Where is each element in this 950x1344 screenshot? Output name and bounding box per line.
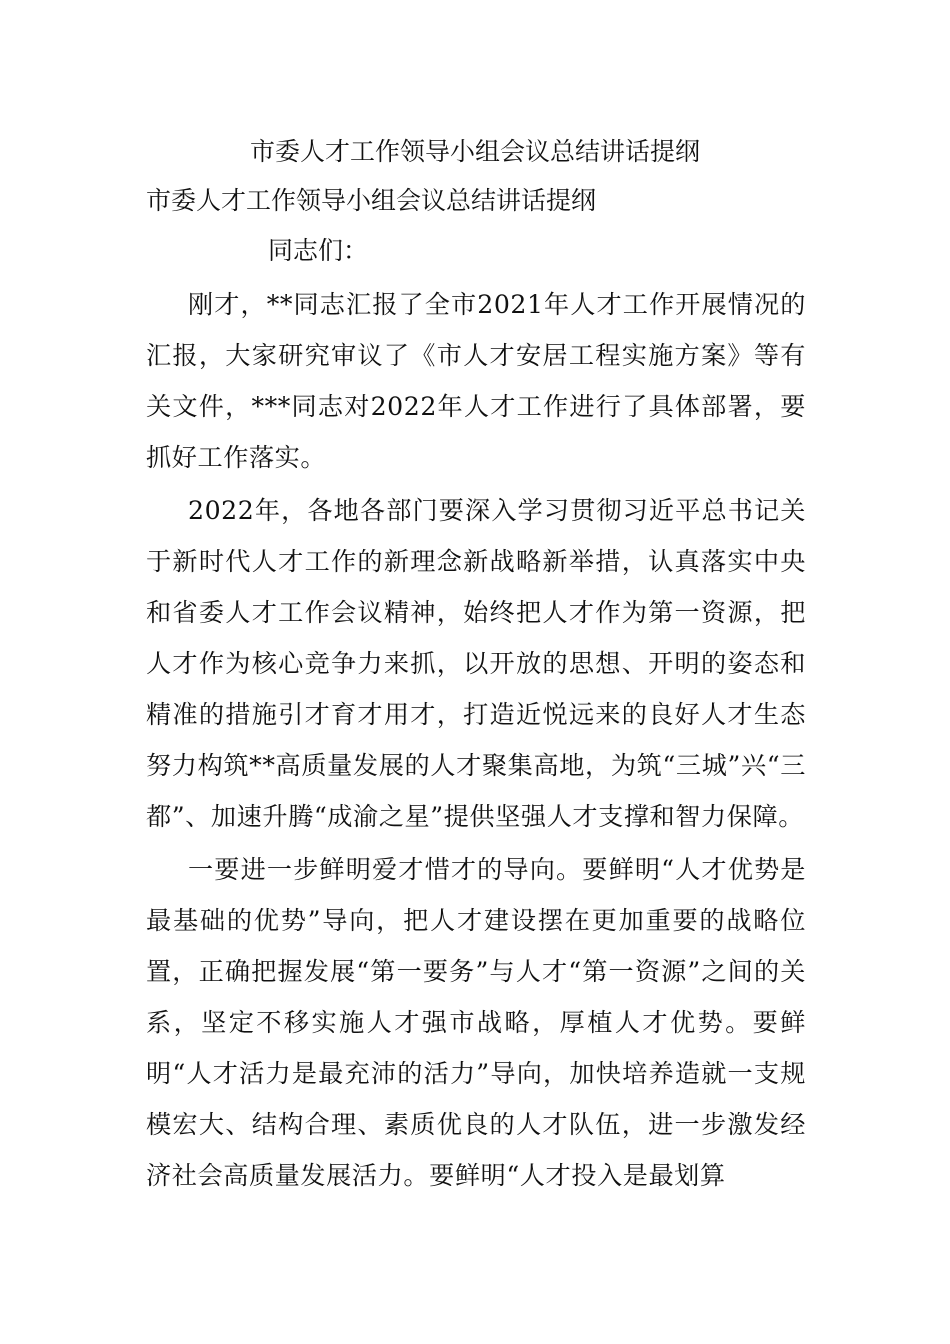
document-body <box>146 279 806 1201</box>
salutation: 同志们： <box>268 236 369 265</box>
document-subtitle: 市委人才工作领导小组会议总结讲话提纲 <box>146 186 597 215</box>
document-title: 市委人才工作领导小组会议总结讲话提纲 <box>249 137 700 166</box>
paragraph-guidance: 一要进一步鲜明爱才惜才的导向。要鲜明“人才优势是最基础的优势”导向，把人才建设摆在更加重要的战略位置，正确把握发展“第一要务”与人才“第一资源”之间的关系，坚定不移实施人才强市战略，厚植人才优势。要鲜明“人才活力是最充沛的活力”导向，加快培养造就一支规模宏大、结构合理、素质优良的人才队伍，进一步激发经济社会高质量发展活力。要鲜明“人才投入是最划算 <box>146 855 806 1190</box>
paragraph-opening: 刚才，**同志汇报了全市2021年人才工作开展情况的汇报，大家研究审议了《市人才安居工程实施方案》等有关文件，***同志对2022年人才工作进行了具体部署，要抓好工作落实。 <box>146 290 806 472</box>
paragraph-2022-goals: 2022年，各地各部门要深入学习贯彻习近平总书记关于新时代人才工作的新理念新战略新举措，认真落实中央和省委人才工作会议精神，始终把人才作为第一资源，把人才作为核心竞争力来抓，以开放的思想、开明的姿态和精准的措施引才育才用才，打造近悦远来的良好人才生态努力构筑**高质量发展的人才聚集高地，为筑“三城”兴“三都”、加速升腾“成渝之星”提供坚强人才支撑和智力保障。 <box>146 496 806 831</box>
